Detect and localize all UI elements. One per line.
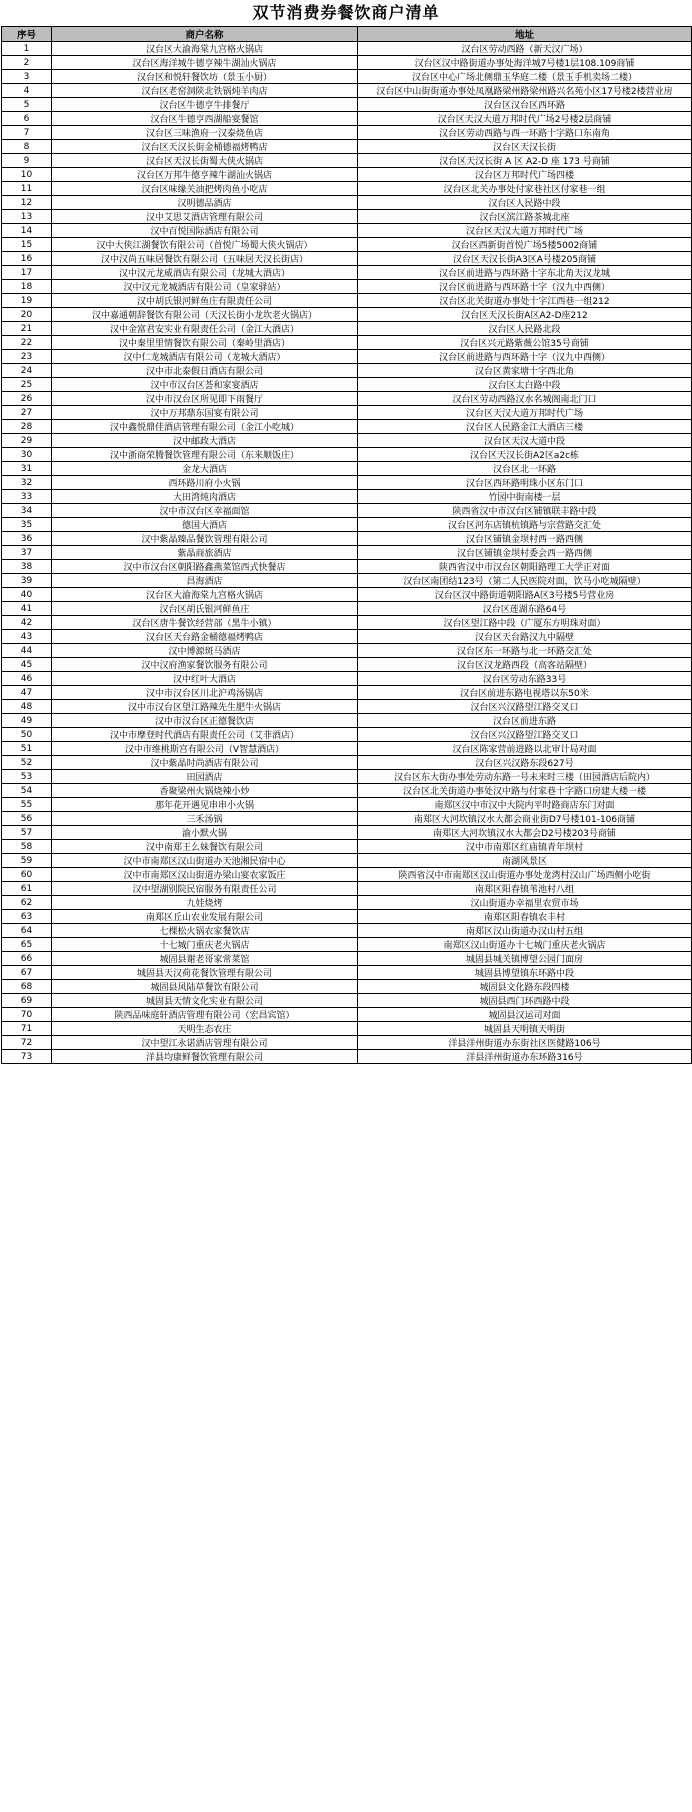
table-row <box>2 238 692 252</box>
merchant-address: 洋县洋州街道办东街社区医健路106号 <box>358 1036 692 1050</box>
merchant-name: 汉台区老窑洞陕北铁锅炖羊肉店 <box>52 84 358 98</box>
table-row <box>2 112 692 126</box>
merchant-name: 七棵松火锅农家餐饮店 <box>52 924 358 938</box>
row-number: 38 <box>2 560 52 574</box>
row-number: 52 <box>2 756 52 770</box>
merchant-address: 城固县博望镇东环路中段 <box>358 966 692 980</box>
merchant-address: 南郑区汉中市汉中大院内平时路商店东门对面 <box>358 798 692 812</box>
merchant-address: 汉台区天汉大道万邦时代广场2号楼2层商铺 <box>358 112 692 126</box>
row-number: 68 <box>2 980 52 994</box>
merchant-name: 汉中博源斑马酒店 <box>52 644 358 658</box>
table-row <box>2 1036 692 1050</box>
merchant-address: 汉台区汉台区西环路 <box>358 98 692 112</box>
table-row <box>2 924 692 938</box>
merchant-name: 汉中百悦国际酒店有限公司 <box>52 224 358 238</box>
table-row <box>2 910 692 924</box>
merchant-name: 城固县风陆草餐饮有限公司 <box>52 980 358 994</box>
table-row <box>2 574 692 588</box>
merchant-address: 南郑区阳春镇农丰村 <box>358 910 692 924</box>
row-number: 32 <box>2 476 52 490</box>
table-row <box>2 882 692 896</box>
table-row <box>2 490 692 504</box>
merchant-name: 陕西品味庭轩酒店管理有限公司（宏昌宾馆） <box>52 1008 358 1022</box>
merchant-name: 汉中邮政大酒店 <box>52 434 358 448</box>
row-number: 23 <box>2 350 52 364</box>
table-row <box>2 462 692 476</box>
table-row <box>2 644 692 658</box>
merchant-name: 汉中嘉通朝辞餐饮有限公司（天汉长街小龙坎老火锅店） <box>52 308 358 322</box>
merchant-address: 汉台区天汉大道万邦时代广场 <box>358 406 692 420</box>
merchant-name: 洋县均康鲜餐饮管理有限公司 <box>52 1050 358 1064</box>
row-number: 7 <box>2 126 52 140</box>
merchant-name: 汉台区海洋城牛德亨辣牛湖汕火锅店 <box>52 56 358 70</box>
merchant-address: 汉台区天汉长街 <box>358 140 692 154</box>
merchant-address: 城固县汉运司对面 <box>358 1008 692 1022</box>
table-row <box>2 630 692 644</box>
table-row <box>2 700 692 714</box>
table-row <box>2 658 692 672</box>
merchant-name: 田园酒店 <box>52 770 358 784</box>
table-row <box>2 840 692 854</box>
merchant-name: 汉中市摩登时代酒店有限责任公司（艾菲酒店） <box>52 728 358 742</box>
row-number: 53 <box>2 770 52 784</box>
merchant-name: 三禾汤锅 <box>52 812 358 826</box>
merchant-name: 汉台区天汉长街金桶德福烤鸭店 <box>52 140 358 154</box>
table-row <box>2 196 692 210</box>
merchant-name: 那年花开遇见串串小火锅 <box>52 798 358 812</box>
merchant-name: 汉台区胡氏银河鲜鱼庄 <box>52 602 358 616</box>
merchant-name: 汉台区天台路金桶德福烤鸭店 <box>52 630 358 644</box>
table-row <box>2 812 692 826</box>
row-number: 31 <box>2 462 52 476</box>
row-number: 72 <box>2 1036 52 1050</box>
table-row <box>2 140 692 154</box>
merchant-name: 渝小默火锅 <box>52 826 358 840</box>
table-row <box>2 406 692 420</box>
merchant-address: 汉台区河东店镇杭镇路与宗营路交汇处 <box>358 518 692 532</box>
merchant-address: 汉台区滨江路茶城北座 <box>358 210 692 224</box>
merchant-name: 城固县谢老哥家常菜馆 <box>52 952 358 966</box>
row-number: 1 <box>2 42 52 56</box>
table-row <box>2 476 692 490</box>
merchant-name: 城固县天情文化实业有限公司 <box>52 994 358 1008</box>
row-number: 70 <box>2 1008 52 1022</box>
table-row <box>2 546 692 560</box>
merchant-name: 汉中金富君安实业有限责任公司（金江大酒店） <box>52 322 358 336</box>
table-row <box>2 434 692 448</box>
table-row <box>2 224 692 238</box>
merchant-address: 汉台区南团结123号（第二人民医院对面，饮马小吃城隔壁） <box>358 574 692 588</box>
row-number: 16 <box>2 252 52 266</box>
merchant-name: 汉台区万邦牛德亨辣牛湖汕火锅店 <box>52 168 358 182</box>
table-row <box>2 854 692 868</box>
merchant-address: 汉台区铺镇金坝村委会西一路西侧 <box>358 546 692 560</box>
merchant-address: 城固县文化路东段四楼 <box>358 980 692 994</box>
merchant-address: 汉台区前进路与西环路十字东北角天汉龙城 <box>358 266 692 280</box>
row-number: 13 <box>2 210 52 224</box>
row-number: 36 <box>2 532 52 546</box>
merchant-address: 汉台区北关街道办事处汉中路与付家巷十字路口房建大楼一楼 <box>358 784 692 798</box>
merchant-address: 汉台区人民路中段 <box>358 196 692 210</box>
merchant-address: 陕西省汉中市汉台区朝阳路理工大学正对面 <box>358 560 692 574</box>
merchant-name: 天明生态农庄 <box>52 1022 358 1036</box>
merchant-name: 城固县天汉荷花餐饮管理有限公司 <box>52 966 358 980</box>
row-number: 6 <box>2 112 52 126</box>
merchant-name: 汉明德品酒店 <box>52 196 358 210</box>
merchant-name: 汉中紫晶时尚酒店有限公司 <box>52 756 358 770</box>
row-number: 35 <box>2 518 52 532</box>
merchant-address: 汉台区兴汉路望江路交叉口 <box>358 700 692 714</box>
table-row <box>2 616 692 630</box>
merchant-address: 汉台区西环路明珠小区东门口 <box>358 476 692 490</box>
table-row <box>2 266 692 280</box>
merchant-address: 汉台区汉中路街道朝阳路A区3号楼5号营业房 <box>358 588 692 602</box>
table-row <box>2 784 692 798</box>
merchant-address: 洋县洋州街道办东环路316号 <box>358 1050 692 1064</box>
merchant-address: 汉台区莲湖东路64号 <box>358 602 692 616</box>
merchant-name: 汉中市北泰假日酒店有限公司 <box>52 364 358 378</box>
merchant-name: 汉中望江永诺酒店管理有限公司 <box>52 1036 358 1050</box>
row-number: 56 <box>2 812 52 826</box>
row-number: 46 <box>2 672 52 686</box>
table-row <box>2 770 692 784</box>
row-number: 25 <box>2 378 52 392</box>
table-row <box>2 364 692 378</box>
merchant-name: 汉中紫晶臻品餐饮管理有限公司 <box>52 532 358 546</box>
merchant-address: 汉台区劳动西路（新天汉广场） <box>358 42 692 56</box>
page-title: 双节消费券餐饮商户清单 <box>252 3 440 22</box>
row-number: 45 <box>2 658 52 672</box>
row-number: 54 <box>2 784 52 798</box>
merchant-address: 汉台区北关街道办事处十字江西巷一组212 <box>358 294 692 308</box>
row-number: 3 <box>2 70 52 84</box>
table-header-row <box>2 27 692 42</box>
table-row <box>2 154 692 168</box>
merchant-name: 香聚梁州火锅烧辣小炒 <box>52 784 358 798</box>
table-row <box>2 728 692 742</box>
merchant-name: 汉中市汉台区望江路辣先生肥牛火锅店 <box>52 700 358 714</box>
merchant-address: 汉台区东一环路与北一环路交汇处 <box>358 644 692 658</box>
merchant-name: 汉台区大渝海棠九宫格火锅店 <box>52 42 358 56</box>
merchant-address: 竹园中街南楼一层 <box>358 490 692 504</box>
merchant-address: 汉台区天汉长街A2区a2c栋 <box>358 448 692 462</box>
merchant-address: 汉中市南郑区红庙镇青年坝村 <box>358 840 692 854</box>
merchant-address: 汉台区东大街办事处劳动东路一号未来时三楼（田园酒店后院内） <box>358 770 692 784</box>
merchant-name: 汉台区大渝海棠九宫格火锅店 <box>52 588 358 602</box>
row-number: 2 <box>2 56 52 70</box>
merchant-name: 汉中市维桃斯宫有限公司（V智慧酒店） <box>52 742 358 756</box>
merchant-address: 南郑区汉山街道办十七城门重庆老火锅店 <box>358 938 692 952</box>
row-number: 49 <box>2 714 52 728</box>
table-row <box>2 938 692 952</box>
table-row <box>2 672 692 686</box>
merchant-address: 汉台区汉龙路西段（高客站隔壁） <box>358 658 692 672</box>
merchant-name: 汉台区牛德亨西湖船宴餐馆 <box>52 112 358 126</box>
table-row <box>2 756 692 770</box>
row-number: 65 <box>2 938 52 952</box>
row-number: 48 <box>2 700 52 714</box>
row-number: 8 <box>2 140 52 154</box>
table-row <box>2 210 692 224</box>
merchant-name: 汉台区天汉长街蜀大侠火锅店 <box>52 154 358 168</box>
table-row <box>2 896 692 910</box>
table-row <box>2 56 692 70</box>
merchant-address: 汉台区天汉长街 A 区 A2-D 座 173 号商铺 <box>358 154 692 168</box>
table-row <box>2 602 692 616</box>
merchant-address: 汉台区兴元路紫薇公馆35号商铺 <box>358 336 692 350</box>
row-number: 69 <box>2 994 52 1008</box>
row-number: 61 <box>2 882 52 896</box>
merchant-address: 汉台区北关办事处付家巷社区付家巷一组 <box>358 182 692 196</box>
table-row <box>2 350 692 364</box>
merchant-address: 汉台区兴汉路望江路交叉口 <box>358 728 692 742</box>
merchant-name: 汉中秦里里情餐饮有限公司（秦岭里酒店） <box>52 336 358 350</box>
merchant-address: 汉台区中心广场北侧鼎玉华庭二楼（景玉手机卖场二楼） <box>358 70 692 84</box>
merchant-name: 九娃烧烤 <box>52 896 358 910</box>
table-row <box>2 98 692 112</box>
merchant-address: 汉台区陈家营前进路以北审计局对面 <box>358 742 692 756</box>
merchant-name: 昌海酒店 <box>52 574 358 588</box>
row-number: 12 <box>2 196 52 210</box>
row-number: 67 <box>2 966 52 980</box>
table-row <box>2 308 692 322</box>
merchant-address: 南郑区大河坎镇汉水大都会商业街D7号楼101-106商铺 <box>358 812 692 826</box>
merchant-address: 汉台区望江路中段（广厦东方明珠对面） <box>358 616 692 630</box>
merchant-name: 汉中市南郑区汉山街道办梁山宴农家饭庄 <box>52 868 358 882</box>
merchant-name: 汉中汉元龙威酒店有限公司（龙城大酒店） <box>52 266 358 280</box>
merchant-name: 西环路川府小火锅 <box>52 476 358 490</box>
row-number: 59 <box>2 854 52 868</box>
merchant-address: 汉台区劳动东路33号 <box>358 672 692 686</box>
row-number: 18 <box>2 280 52 294</box>
merchant-address: 汉台区万邦时代广场四楼 <box>358 168 692 182</box>
merchant-address: 汉台区天汉大道中段 <box>358 434 692 448</box>
table-row <box>2 252 692 266</box>
row-number: 30 <box>2 448 52 462</box>
merchant-name: 十七城门重庆老火锅店 <box>52 938 358 952</box>
table-row <box>2 322 692 336</box>
row-number: 41 <box>2 602 52 616</box>
merchant-address: 汉台区前进东路电视塔以东50米 <box>358 686 692 700</box>
merchant-name: 汉中汉元龙城酒店有限公司（皇家驿站） <box>52 280 358 294</box>
row-number: 5 <box>2 98 52 112</box>
merchant-address: 汉台区人民路北段 <box>358 322 692 336</box>
merchant-table <box>1 26 692 1064</box>
merchant-name: 汉中市汉台区荟和家宴酒店 <box>52 378 358 392</box>
row-number: 9 <box>2 154 52 168</box>
row-number: 57 <box>2 826 52 840</box>
table-row <box>2 588 692 602</box>
table-row <box>2 518 692 532</box>
header-address: 地址 <box>358 27 692 42</box>
row-number: 17 <box>2 266 52 280</box>
merchant-name: 汉中市汉台区正德餐饮店 <box>52 714 358 728</box>
merchant-address: 汉台区汉中路街道办事处海洋城7号楼1层108.109商铺 <box>358 56 692 70</box>
merchant-address: 汉台区中山街街道办事处凤凰路梁州路梁州路兴名苑小区17号楼2楼营业房 <box>358 84 692 98</box>
merchant-address: 汉台区天汉大道万邦时代广场 <box>358 224 692 238</box>
table-row <box>2 798 692 812</box>
merchant-address: 汉台区黄家塘十字西北角 <box>358 364 692 378</box>
row-number: 55 <box>2 798 52 812</box>
table-row <box>2 1022 692 1036</box>
header-no: 序号 <box>2 27 52 42</box>
row-number: 19 <box>2 294 52 308</box>
table-row <box>2 504 692 518</box>
row-number: 51 <box>2 742 52 756</box>
merchant-address: 汉台区西新街首悦广场5楼5002商铺 <box>358 238 692 252</box>
merchant-address: 汉台区铺镇金坝村西一路西侧 <box>358 532 692 546</box>
merchant-name: 汉中万邦鼎东国宴有限公司 <box>52 406 358 420</box>
merchant-name: 汉中南郑王么妹餐饮有限公司 <box>52 840 358 854</box>
row-number: 26 <box>2 392 52 406</box>
merchant-name: 汉中市汉台区川北沪鸡汤锅店 <box>52 686 358 700</box>
merchant-name: 紫晶商旅酒店 <box>52 546 358 560</box>
merchant-address: 汉台区劳动西路汉水名城阁南北门口 <box>358 392 692 406</box>
table-row <box>2 714 692 728</box>
table-row <box>2 1008 692 1022</box>
merchant-address: 南郑区大河坎镇汉水大都会D2号楼203号商铺 <box>358 826 692 840</box>
row-number: 21 <box>2 322 52 336</box>
merchant-name: 汉中鑫悦鼎佳酒店管理有限公司（金江小吃城） <box>52 420 358 434</box>
row-number: 40 <box>2 588 52 602</box>
row-number: 29 <box>2 434 52 448</box>
row-number: 64 <box>2 924 52 938</box>
merchant-name: 汉台区和悦轩餐饮坊（景玉小厨） <box>52 70 358 84</box>
merchant-address: 汉台区兴汉路东段627号 <box>358 756 692 770</box>
merchant-name: 汉中大侠江湖餐饮有限公司（首悦广场蜀大侠火锅店） <box>52 238 358 252</box>
merchant-name: 汉中望湖别院民宿服务有限责任公司 <box>52 882 358 896</box>
table-row <box>2 294 692 308</box>
table-row <box>2 952 692 966</box>
merchant-address: 城固县城关镇博望公园门面房 <box>358 952 692 966</box>
row-number: 22 <box>2 336 52 350</box>
merchant-address: 汉山街道办幸福里农贸市场 <box>358 896 692 910</box>
merchant-name: 汉中市南郑区汉山街道办天池湘民宿中心 <box>52 854 358 868</box>
merchant-name: 汉中市汉台区朝阳路鑫燕菜馆西式快餐店 <box>52 560 358 574</box>
merchant-name: 汉台区牛德亨牛排餐厅 <box>52 98 358 112</box>
merchant-address: 汉台区前进路与西环路十字（汉九中西侧） <box>358 280 692 294</box>
merchant-address: 南郑区汉山街道办汉山村五组 <box>358 924 692 938</box>
merchant-name: 汉中红叶大酒店 <box>52 672 358 686</box>
row-number: 58 <box>2 840 52 854</box>
row-number: 43 <box>2 630 52 644</box>
table-row <box>2 868 692 882</box>
table-row <box>2 994 692 1008</box>
row-number: 66 <box>2 952 52 966</box>
row-number: 28 <box>2 420 52 434</box>
merchant-address: 陕西省汉中市汉台区铺镇联丰路中段 <box>358 504 692 518</box>
merchant-address: 汉台区劳动西路与西一环路十字路口东南角 <box>358 126 692 140</box>
merchant-address: 汉台区北一环路 <box>358 462 692 476</box>
row-number: 73 <box>2 1050 52 1064</box>
merchant-address: 汉台区太白路中段 <box>358 378 692 392</box>
table-row <box>2 182 692 196</box>
row-number: 50 <box>2 728 52 742</box>
table-row <box>2 966 692 980</box>
row-number: 47 <box>2 686 52 700</box>
merchant-address: 陕西省汉中市南郑区汉山街道办事处龙湾村汉山广场西侧小吃街 <box>358 868 692 882</box>
table-row <box>2 168 692 182</box>
merchant-address: 南湖风景区 <box>358 854 692 868</box>
merchant-name: 汉中汉尚五味居餐饮有限公司（五味居天汉长街店） <box>52 252 358 266</box>
merchant-address: 汉台区前进东路 <box>358 714 692 728</box>
merchant-name: 汉中艾思艾酒店管理有限公司 <box>52 210 358 224</box>
row-number: 24 <box>2 364 52 378</box>
table-row <box>2 532 692 546</box>
merchant-address: 城固县西门环西路中段 <box>358 994 692 1008</box>
row-number: 33 <box>2 490 52 504</box>
merchant-name: 大田湾炖肉酒店 <box>52 490 358 504</box>
merchant-name: 汉中胡氏银河鲜鱼庄有限责任公司 <box>52 294 358 308</box>
merchant-address: 汉台区人民路金江大酒店三楼 <box>358 420 692 434</box>
table-row <box>2 42 692 56</box>
table-row <box>2 336 692 350</box>
row-number: 11 <box>2 182 52 196</box>
row-number: 15 <box>2 238 52 252</box>
row-number: 27 <box>2 406 52 420</box>
table-row <box>2 126 692 140</box>
merchant-address: 城固县天明镇天明街 <box>358 1022 692 1036</box>
row-number: 14 <box>2 224 52 238</box>
row-number: 34 <box>2 504 52 518</box>
table-row <box>2 686 692 700</box>
merchant-address: 南郑区阳春镇苇池村八组 <box>358 882 692 896</box>
row-number: 63 <box>2 910 52 924</box>
merchant-address: 汉台区天汉长街A区A2-D座212 <box>358 308 692 322</box>
merchant-name: 南郑区丘山农业发展有限公司 <box>52 910 358 924</box>
row-number: 62 <box>2 896 52 910</box>
merchant-address: 汉台区天汉长街A3区A号楼205商铺 <box>358 252 692 266</box>
table-row <box>2 826 692 840</box>
merchant-name: 汉中市汉台区幸福面馆 <box>52 504 358 518</box>
merchant-name: 汉中市汉台区所见即下雨餐厅 <box>52 392 358 406</box>
merchant-name: 汉台区味缘关油把烤肉鱼小吃店 <box>52 182 358 196</box>
merchant-name: 汉中浙商荣腾餐饮管理有限公司（东来顺饭庄） <box>52 448 358 462</box>
header-name: 商户名称 <box>52 27 358 42</box>
table-row <box>2 742 692 756</box>
table-row <box>2 84 692 98</box>
table-row <box>2 420 692 434</box>
row-number: 60 <box>2 868 52 882</box>
row-number: 37 <box>2 546 52 560</box>
merchant-name: 金龙大酒店 <box>52 462 358 476</box>
row-number: 44 <box>2 644 52 658</box>
table-row <box>2 560 692 574</box>
merchant-name: 汉中仁龙城酒店有限公司（龙城大酒店） <box>52 350 358 364</box>
row-number: 39 <box>2 574 52 588</box>
row-number: 20 <box>2 308 52 322</box>
table-row <box>2 392 692 406</box>
merchant-name: 德国大酒店 <box>52 518 358 532</box>
table-row <box>2 980 692 994</box>
merchant-name: 汉台区三味渔府一汉泰烧鱼店 <box>52 126 358 140</box>
merchant-address: 汉台区天台路汉九中隔壁 <box>358 630 692 644</box>
table-row <box>2 70 692 84</box>
merchant-address: 汉台区前进路与西环路十字（汉九中西侧） <box>358 350 692 364</box>
table-row <box>2 378 692 392</box>
table-row <box>2 280 692 294</box>
merchant-name: 汉台区唐牛餐饮经营部（黑牛小镇） <box>52 616 358 630</box>
row-number: 10 <box>2 168 52 182</box>
row-number: 42 <box>2 616 52 630</box>
merchant-name: 汉中汉府渔家餐饮服务有限公司 <box>52 658 358 672</box>
table-row <box>2 1050 692 1064</box>
row-number: 71 <box>2 1022 52 1036</box>
table-row <box>2 448 692 462</box>
row-number: 4 <box>2 84 52 98</box>
